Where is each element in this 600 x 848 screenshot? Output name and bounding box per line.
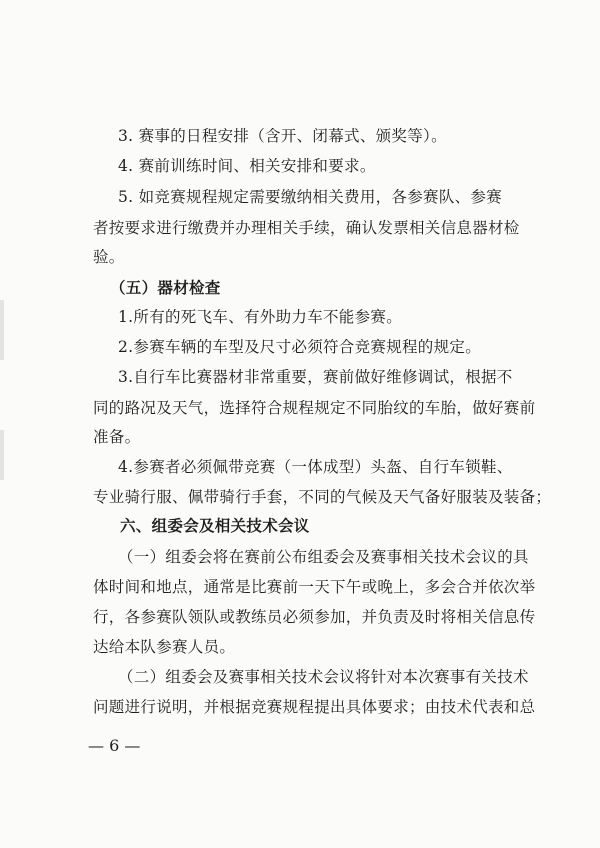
scan-edge — [0, 300, 4, 360]
section-heading: （五）器材检查 — [110, 278, 221, 297]
text-line: 1.所有的死飞车、有外助力车不能参赛。 — [118, 308, 402, 326]
text-line: 专业骑行服、佩带骑行手套，不同的气候及天气备好服装及装备； — [93, 488, 552, 506]
text-line: 准备。 — [93, 428, 141, 446]
page-number: — 6 — — [88, 736, 141, 755]
text-line: 体时间和地点，通常是比赛前一天下午或晚上，多会合并依次举 — [93, 578, 536, 596]
text-line: 2.参赛车辆的车型及尺寸必须符合竞赛规程的规定。 — [118, 338, 481, 356]
text-line: 5. 如竞赛规程规定需要缴纳相关费用，各参赛队、参赛 — [118, 188, 503, 206]
text-line: 同的路况及天气，选择符合规程规定不同胎纹的车胎，做好赛前 — [93, 399, 536, 417]
text-line: 验。 — [93, 248, 125, 266]
text-line: 者按要求进行缴费并办理相关手续，确认发票相关信息器材检 — [93, 219, 520, 237]
section-heading: 六、组委会及相关技术会议 — [120, 516, 310, 535]
text-line: 3. 赛事的日程安排（含开、闭幕式、颁奖等）。 — [118, 127, 447, 145]
text-line: 3.自行车比赛器材非常重要，赛前做好维修调试，根据不 — [118, 368, 513, 386]
text-line: 达给本队参赛人员。 — [93, 638, 236, 656]
text-line: 行，各参赛队领队或教练员必须参加，并负责及时将相关信息传 — [93, 608, 536, 626]
scan-edge — [0, 430, 4, 480]
text-line: 4. 赛前训练时间、相关安排和要求。 — [118, 157, 376, 175]
text-line: 问题进行说明，并根据竞赛规程提出具体要求；由技术代表和总 — [93, 698, 536, 716]
text-line: （一）组委会将在赛前公布组委会及赛事相关技术会议的具 — [118, 548, 529, 566]
text-line: （二）组委会及赛事相关技术会议将针对本次赛事有关技术 — [118, 668, 529, 686]
text-line: 4.参赛者必须佩带竞赛（一体成型）头盔、自行车锁鞋、 — [118, 458, 513, 476]
